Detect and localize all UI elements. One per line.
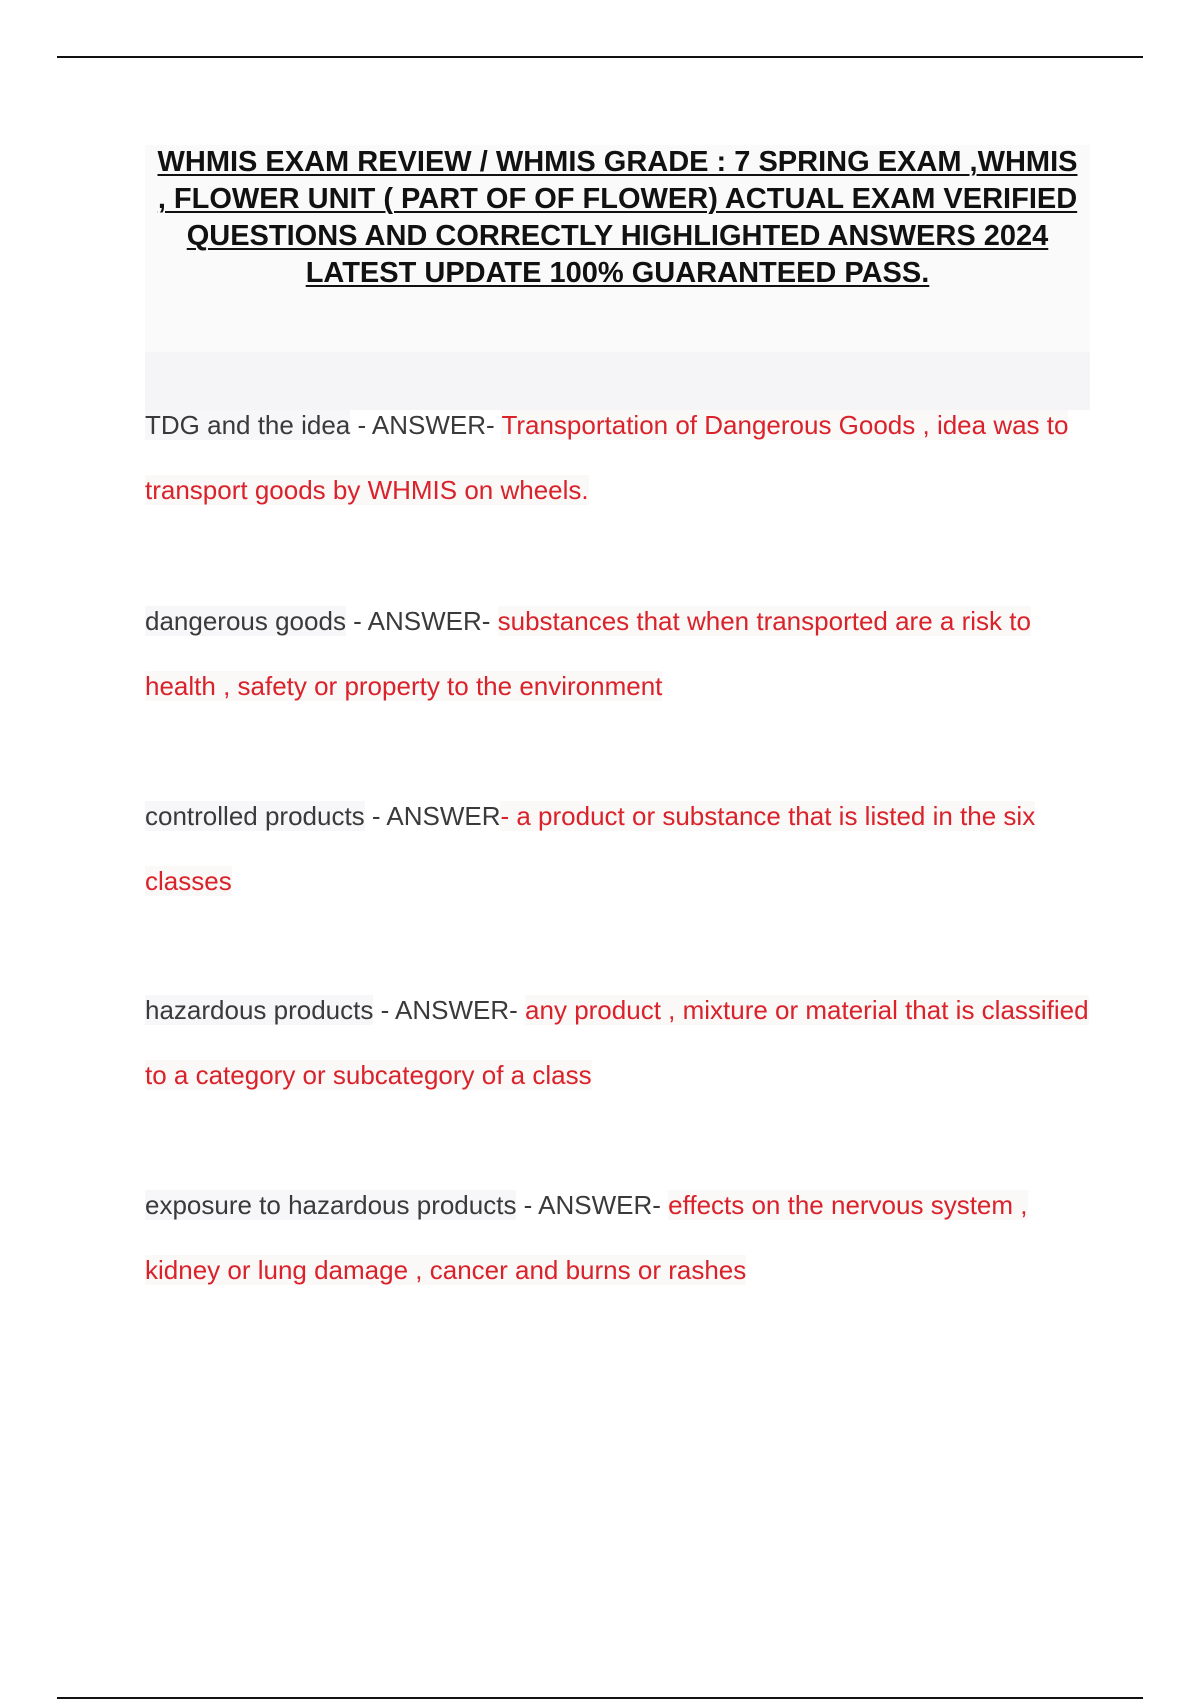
qa-entry-controlled-products <box>145 784 1090 914</box>
qa-entry-exposure <box>145 1173 1090 1303</box>
qa-answer: - a product or substance that is listed in the six classes <box>145 801 1036 896</box>
qa-term: controlled products <box>145 801 365 831</box>
qa-separator: - ANSWER- <box>345 606 498 636</box>
qa-answer: Transportation of Dangerous Goods , idea was to transport goods by WHMIS on wheels. <box>145 410 1069 505</box>
qa-entry-hazardous-products <box>145 978 1090 1108</box>
document-title: WHMIS EXAM REVIEW / WHMIS GRADE : 7 SPRING EXAM ,WHMIS , FLOWER UNIT ( PART OF OF FLOWER) ACTUAL EXAM VERIFIED QUESTIONS AND CORRECTLY HIGHLIGHTED ANSWERS 2024 LATEST UPDATE 100% GUARANTEED PASS. <box>157 146 1078 289</box>
qa-term: exposure to hazardous products <box>145 1190 517 1220</box>
qa-answer: effects on the nervous system , kidney or lung damage , cancer and burns or rashes <box>145 1190 1028 1285</box>
qa-separator: - ANSWER- <box>516 1190 669 1220</box>
qa-separator: - ANSWER <box>364 801 501 831</box>
qa-term: TDG and the idea <box>145 410 351 440</box>
qa-separator: - ANSWER- <box>350 410 502 440</box>
qa-answer: substances that when transported are a risk to health , safety or property to the environment <box>145 606 1031 701</box>
qa-term: hazardous products <box>145 995 374 1025</box>
bottom-rule <box>57 1697 1143 1699</box>
qa-separator: - ANSWER- <box>373 995 526 1025</box>
qa-entry-dangerous-goods <box>145 589 1090 719</box>
qa-answer: any product , mixture or material that is classified to a category or subcategory of a class <box>145 995 1089 1090</box>
qa-entry-tdg <box>145 393 1090 523</box>
qa-term: dangerous goods <box>145 606 346 636</box>
top-rule <box>57 56 1143 58</box>
